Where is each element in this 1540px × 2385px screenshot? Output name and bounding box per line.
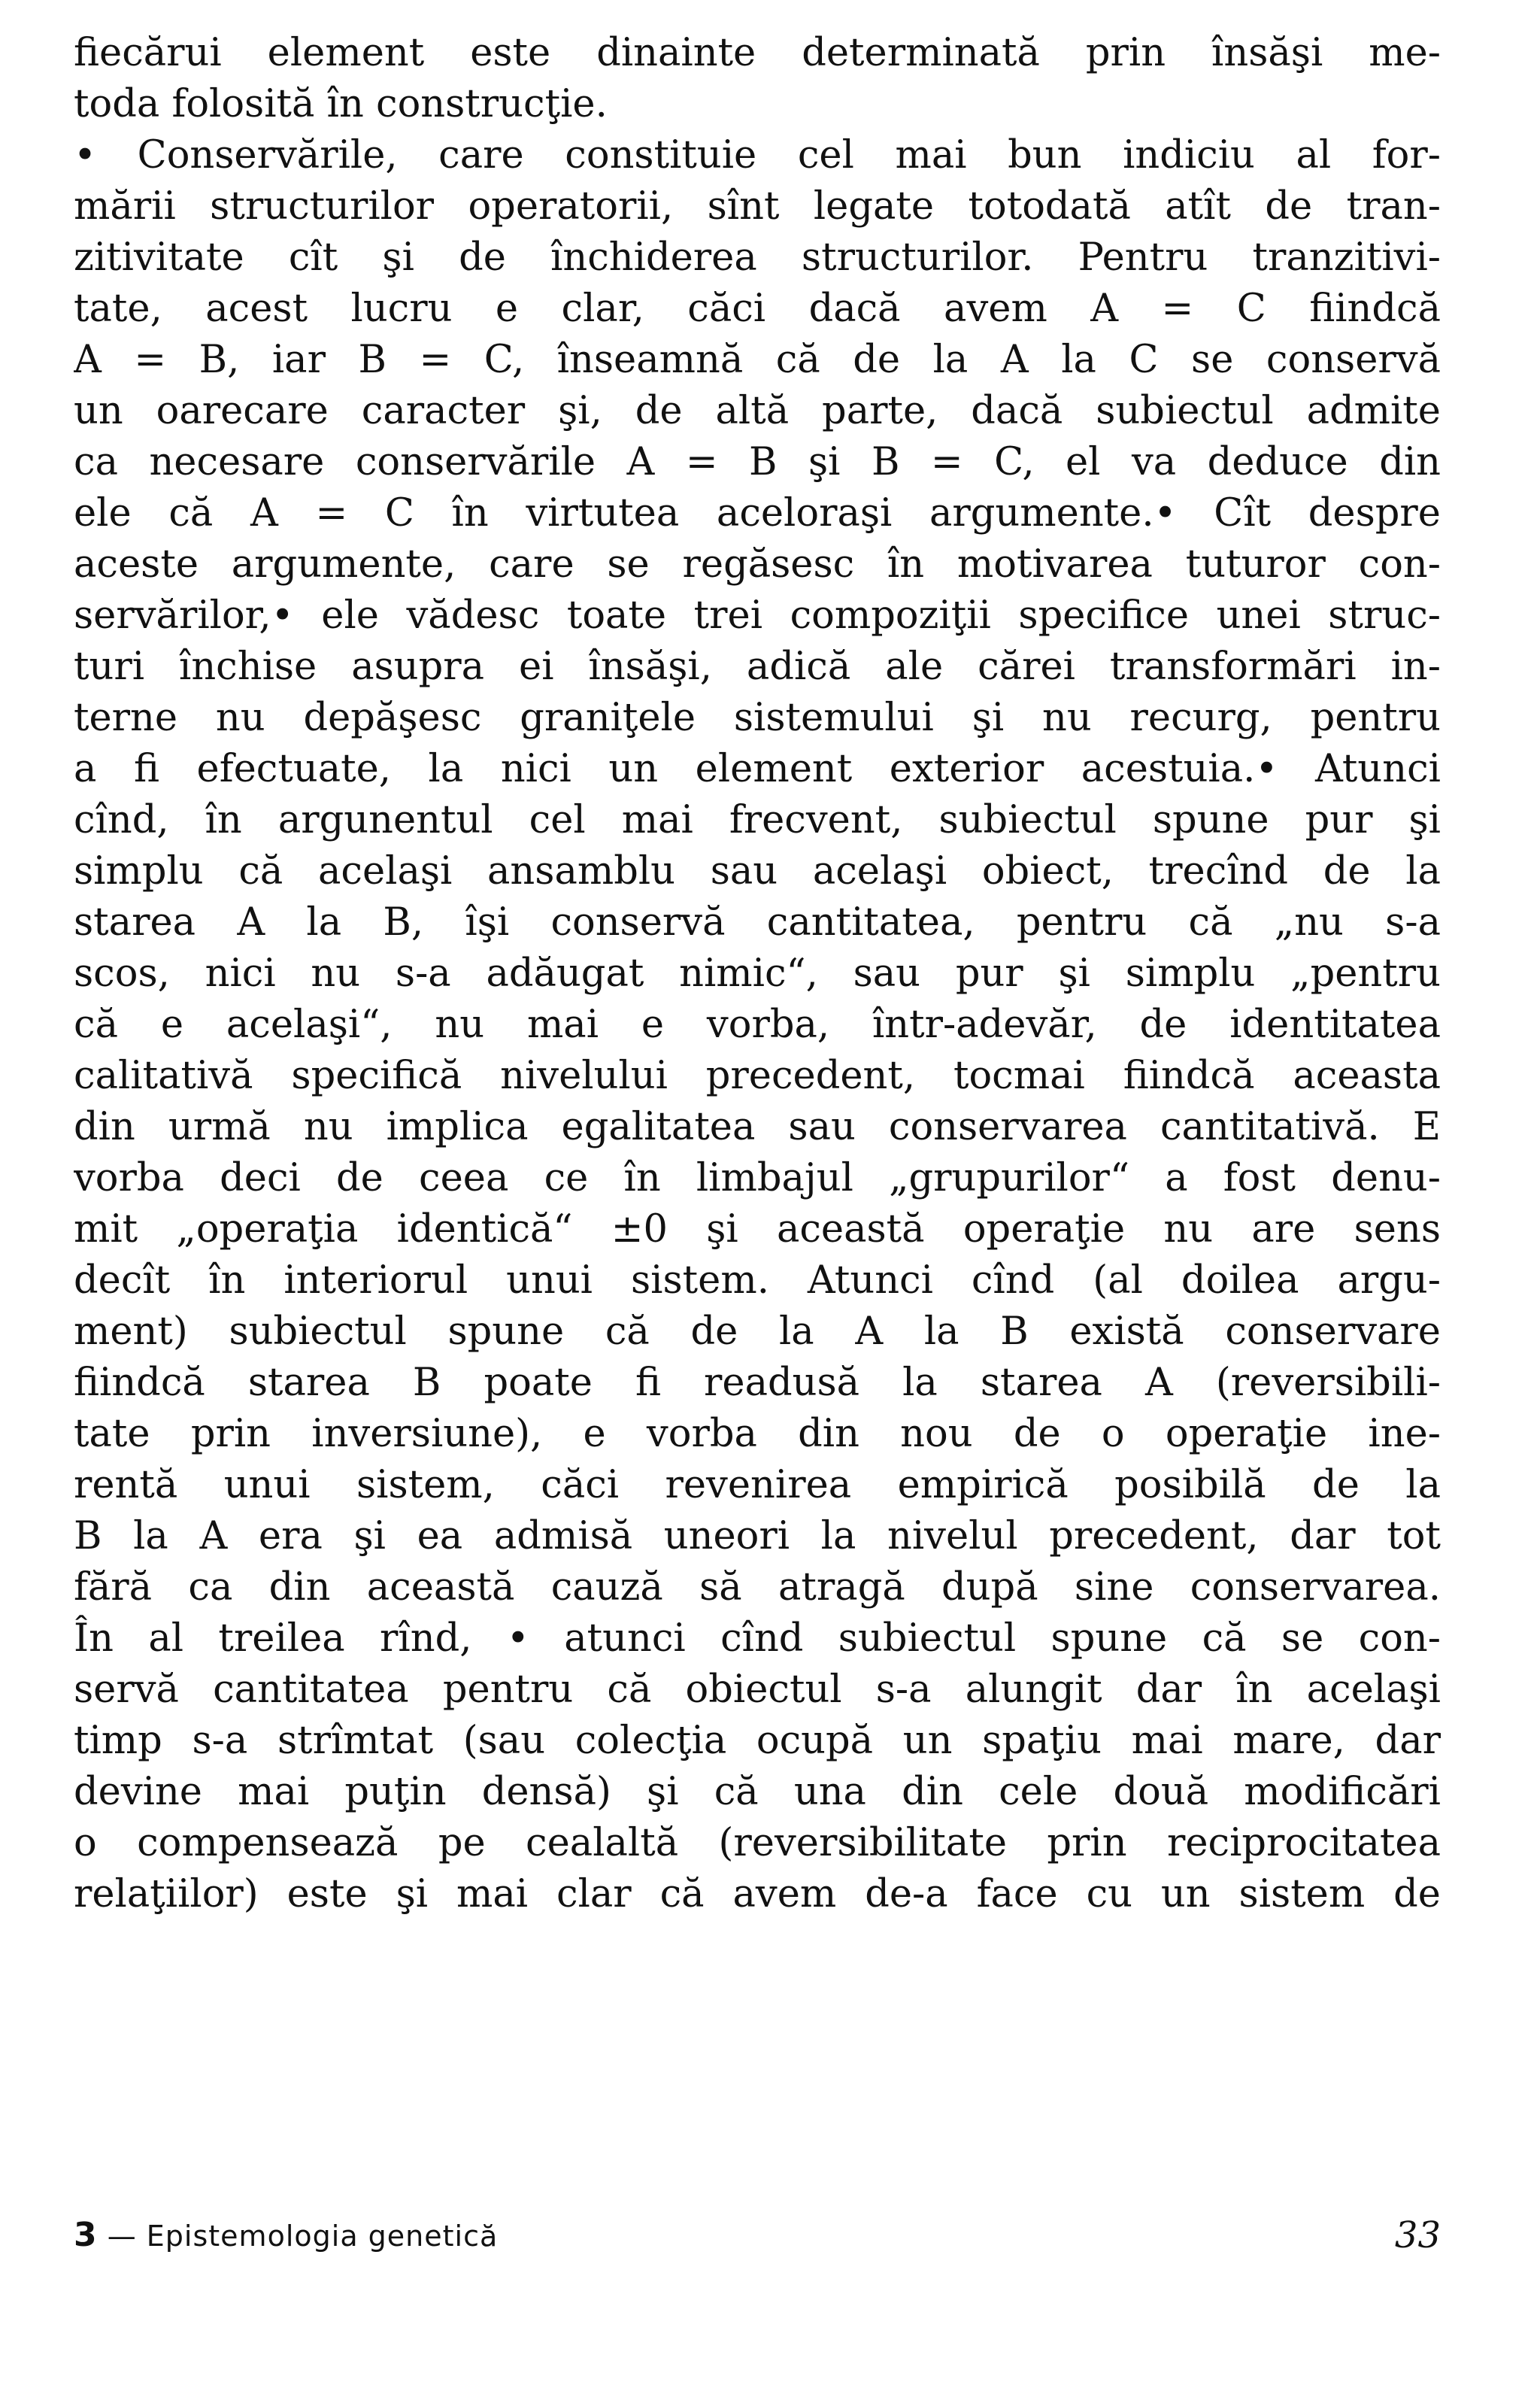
text-line: zitivitate cît şi de închiderea structurilor. Pentru tranzitivi- <box>74 235 1441 280</box>
page-footer <box>74 2213 1441 2258</box>
text-line: servă cantitatea pentru că obiectul s-a alungit dar în acelaşi <box>74 1667 1441 1712</box>
text-line: terne nu depăşesc graniţele sistemului şi nu recurg, pentru <box>74 696 1441 740</box>
text-line: fiecărui element este dinainte determinată prin însăşi me- <box>74 31 1441 75</box>
text-line: un oarecare caracter şi, de altă parte, dacă subiectul admite <box>74 389 1441 433</box>
book-title: Epistemologia genetică <box>146 2220 499 2253</box>
text-line: ment) subiectul spune că de la A la B există conservare <box>74 1309 1441 1354</box>
text-line: A = B, iar B = C, înseamnă că de la A la C se conservă <box>74 338 1441 382</box>
text-line: cînd, în argunentul cel mai frecvent, subiectul spune pur şi <box>74 798 1441 842</box>
text-line: că e acelaşi“, nu mai e vorba, într-adevăr, de identitatea <box>74 1003 1441 1047</box>
text-line: mării structurilor operatorii, sînt legate totodată atît de tran- <box>74 184 1441 229</box>
text-line: turi închise asupra ei însăşi, adică ale cărei transformări in- <box>74 645 1441 689</box>
text-line: devine mai puţin densă) şi că una din cele două modificări <box>74 1770 1441 1814</box>
text-line: ele că A = C în virtutea aceloraşi argumente.• Cît despre <box>74 491 1441 536</box>
text-line: În al treilea rînd, • atunci cînd subiectul spune că se con- <box>74 1616 1441 1661</box>
page-number: 33 <box>1394 2214 1441 2256</box>
running-footer <box>74 2213 498 2259</box>
text-line: toda folosită în construcţie. <box>74 82 608 126</box>
text-line: a fi efectuate, la nici un element exterior acestuia.• Atunci <box>74 747 1441 791</box>
footer-separator: — <box>97 2220 147 2253</box>
text-line: fără ca din această cauză să atragă după sine conservarea. <box>74 1565 1441 1610</box>
text-line: din urmă nu implica egalitatea sau conservarea cantitativă. E <box>74 1105 1441 1149</box>
text-line: simplu că acelaşi ansamblu sau acelaşi obiect, trecînd de la <box>74 849 1441 894</box>
text-line: servărilor,• ele vădesc toate trei compoziţii specifice unei struc- <box>74 593 1441 638</box>
text-line: scos, nici nu s-a adăugat nimic“, sau pur şi simplu „pentru <box>74 951 1441 996</box>
text-line: vorba deci de ceea ce în limbajul „grupurilor“ a fost denu- <box>74 1156 1441 1200</box>
text-line: starea A la B, îşi conservă cantitatea, pentru că „nu s-a <box>74 900 1441 945</box>
text-line: o compensează pe cealaltă (reversibilitate prin reciprocitatea <box>74 1821 1441 1865</box>
text-line: calitativă specifică nivelului precedent, tocmai fiindcă aceasta <box>74 1054 1441 1098</box>
chapter-number: 3 <box>74 2216 98 2254</box>
text-line: timp s-a strîmtat (sau colecţia ocupă un spaţiu mai mare, dar <box>74 1719 1441 1763</box>
text-line: decît în interiorul unui sistem. Atunci cînd (al doilea argu- <box>74 1258 1441 1303</box>
text-line: B la A era şi ea admisă uneori la nivelul precedent, dar tot <box>74 1514 1441 1558</box>
text-line: rentă unui sistem, căci revenirea empirică posibilă de la <box>74 1463 1441 1507</box>
text-line: relaţiilor) este şi mai clar că avem de-a face cu un sistem de <box>74 1872 1441 1916</box>
text-line: aceste argumente, care se regăsesc în motivarea tuturor con- <box>74 542 1441 587</box>
text-line: fiindcă starea B poate fi readusă la starea A (reversibili- <box>74 1361 1441 1405</box>
text-line: tate prin inversiune), e vorba din nou de o operaţie ine- <box>74 1412 1441 1456</box>
text-line: tate, acest lucru e clar, căci dacă avem A = C fiindcă <box>74 287 1441 331</box>
text-line: • Conservările, care constituie cel mai bun indiciu al for- <box>74 133 1441 178</box>
text-line: ca necesare conservările A = B şi B = C, el va deduce din <box>74 440 1441 484</box>
text-line: mit „operaţia identică“ ±0 şi această operaţie nu are sens <box>74 1207 1441 1252</box>
